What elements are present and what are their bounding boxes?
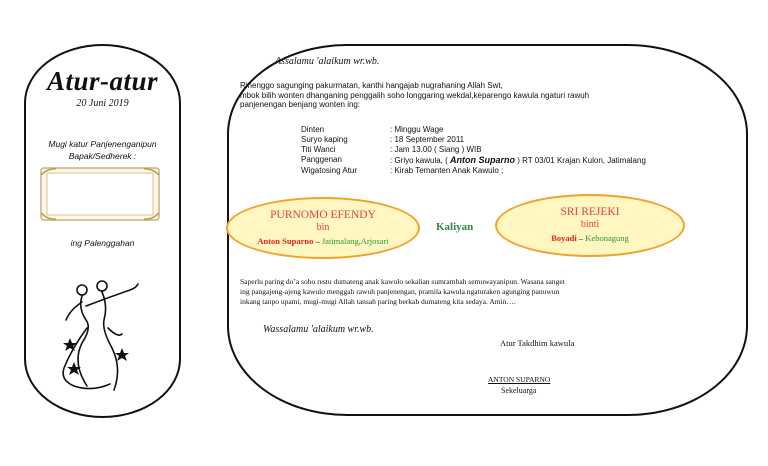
detail-value [390, 155, 646, 166]
intro-line: mbok bilih wonten dhanganing penggalih soho longgaring wekdal,keparengo kawula ngaturi rawuh [240, 90, 590, 100]
intro-line: Rinenggo sagunging pakurmatan, kanthi hangajab nugrahaning Allah Swt, [240, 81, 503, 90]
cover-date: 20 Juni 2019 [76, 98, 129, 109]
groom-name: PURNOMO EFENDY [270, 209, 376, 221]
intro-paragraph [240, 81, 700, 110]
detail-value: : Minggu Wage [390, 125, 444, 134]
detail-value: : Kirab Temanten Anak Kawulo ; [390, 166, 504, 175]
closing-paragraph [240, 277, 640, 307]
detail-value: : 18 September 2011 [390, 135, 465, 144]
dancing-couple-icon [52, 268, 152, 398]
detail-value: : Jam 13.00 ( Siang ) WIB [390, 145, 482, 154]
venue-suffix: ) RT 03/01 Krajan Kulon, Jatimalang [515, 156, 646, 165]
detail-label: Wigatosing Atur [301, 166, 358, 175]
name-frame-icon [38, 165, 162, 223]
detail-row-purpose [301, 166, 646, 176]
detail-row-venue [301, 155, 646, 166]
detail-row-day [301, 125, 646, 135]
intro-line: panjenengan benjang wonten ing: [240, 100, 361, 109]
detail-row-time [301, 145, 646, 155]
groom-origin: Jatimalang,Arjosari [321, 236, 389, 246]
bride-father: Boyadi [551, 233, 577, 243]
closing-line: inkang tanpo upami, mugi-mugi Allah tansah paring berkah dumateng kita sedaya. Amin…. [240, 297, 516, 306]
groom-father: Anton Suparno [257, 236, 314, 246]
groom-ellipse [226, 197, 420, 259]
detail-label: Titi Wanci [301, 145, 336, 154]
closing-salam: Wassalamu 'alaikum wr.wb. [263, 324, 374, 335]
venue-host: Anton Suparno [450, 155, 516, 165]
greeting-line-2: Bapak/Sedherek : [68, 151, 137, 161]
bride-parent [497, 233, 683, 243]
groom-parent [228, 236, 418, 246]
cover-place: ing Palenggahan [70, 238, 135, 248]
signer-family: Sekeluarga [501, 386, 537, 395]
detail-row-date [301, 135, 646, 145]
cover-title: Atur-atur [46, 66, 159, 96]
detail-label: Dinten [301, 125, 325, 134]
bride-binti: binti [580, 219, 600, 230]
groom-dash: – [313, 236, 322, 246]
greeting-line-1: Mugi katur Panjenenganipun [48, 139, 157, 149]
regards-line: Atur Takdhim kawula [500, 338, 575, 348]
detail-label: Suryo kaping [301, 135, 348, 144]
cover-greeting [24, 138, 181, 162]
conjunction-kaliyan: Kaliyan [436, 221, 474, 233]
closing-line: Saperlu paring do’a soho restu dumateng anak kawulo sekalian sumrambah semuwayanipun. Wasana sanget [240, 277, 565, 286]
opening-salam: Assalamu 'alaikum wr.wb. [275, 56, 380, 67]
bride-origin: Kebonagung [585, 233, 629, 243]
groom-bin: bin [316, 222, 330, 233]
bride-name: SRI REJEKI [560, 206, 620, 218]
signer-name: ANTON SUPARNO [488, 375, 551, 384]
detail-label: Panggenan [301, 155, 342, 164]
event-details [301, 125, 646, 176]
bride-dash: – [576, 233, 586, 243]
venue-prefix: : Griyo kawula, ( [390, 156, 451, 165]
closing-line: ing pangajeng-ajeng kawulo menggah rawuh panjenengan, pramila kawula ngaturaken agunging panuwun [240, 287, 560, 296]
bride-ellipse [495, 194, 685, 257]
